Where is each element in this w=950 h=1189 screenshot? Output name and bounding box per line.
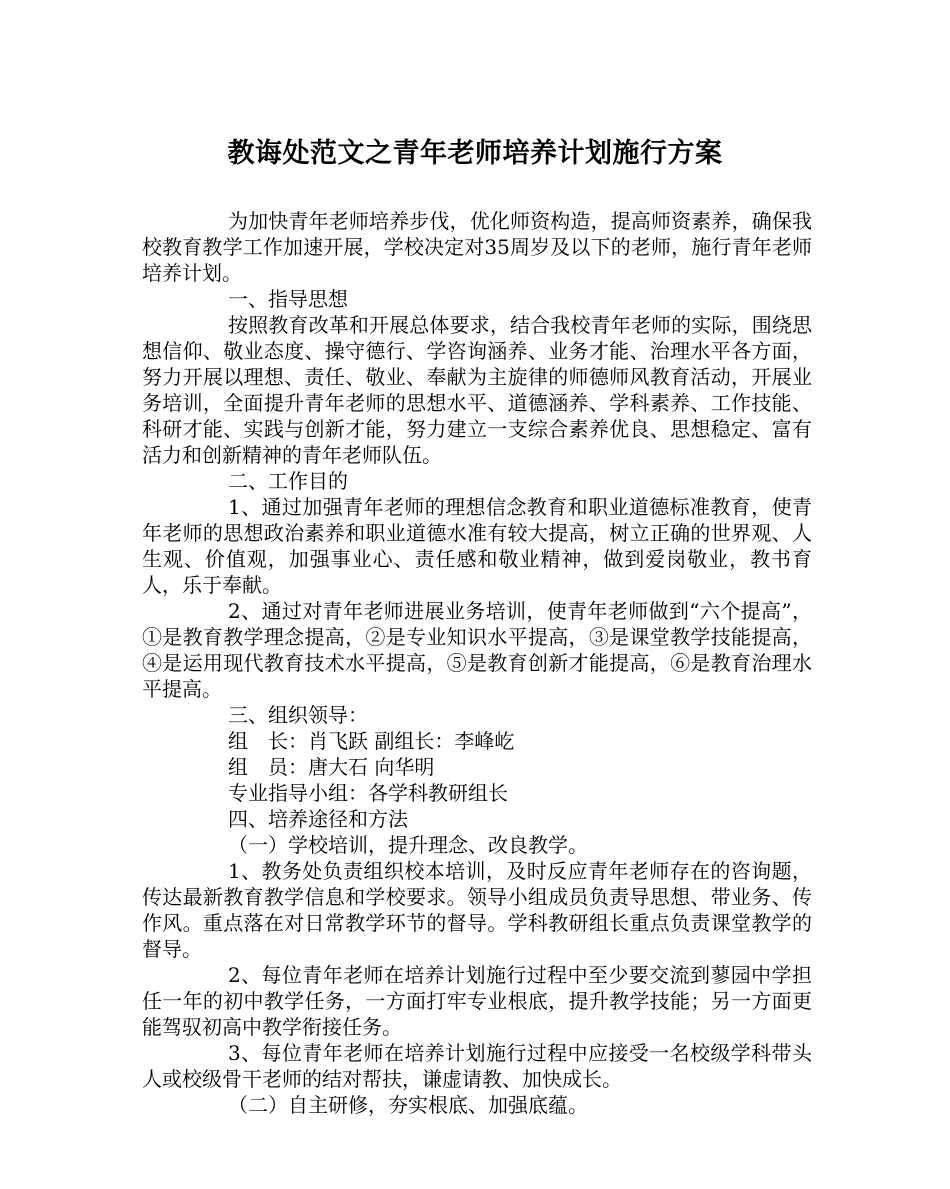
paragraph-goal-1: 1、通过加强青年老师的理想信念教育和职业道德标准教育，使青年老师的思想政治素养和职业道德水准有较大提高，树立正确的世界观、人生观、价值观，加强事业心、责任感和敬业精神，做到爱岗敬业，教书育人，乐于奉献。 — [142, 495, 812, 597]
paragraph-group-members: 组 员：唐大石 向华明 — [228, 755, 435, 779]
paragraph-method-1: 1、教务处负责组织校本培训，及时反应青年老师存在的咨询题，传达最新教育教学信息和学校要求。领导小组成员负责导思想、带业务、传作风。重点落在对日常教学环节的督导。学科教研组长重点负责课堂教学的督导。 — [142, 859, 812, 961]
heading-methods: 四、培养途径和方法 — [228, 807, 408, 831]
paragraph-guidance-team: 专业指导小组：各学科教研组长 — [228, 781, 508, 805]
paragraph-method-3: 3、每位青年老师在培养计划施行过程中应接受一名校级学科带头人或校级骨干老师的结对帮扶，谦虚请教、加快成长。 — [142, 1041, 812, 1091]
paragraph-intro: 为加快青年老师培养步伐，优化师资构造，提高师资素养，确保我校教育教学工作加速开展，学校决定对35周岁及以下的老师，施行青年老师培养计划。 — [142, 209, 812, 285]
heading-guiding-thought: 一、指导思想 — [228, 287, 348, 311]
paragraph-goal-2: 2、通过对青年老师进展业务培训，使青年老师做到“六个提高”，①是教育教学理念提高，②是专业知识水平提高，③是课堂教学技能提高，④是运用现代教育技术水平提高，⑤是教育创新才能提高，⑥是教育治理水平提高。 — [142, 599, 812, 701]
paragraph-group-leader: 组 长：肖飞跃 副组长：李峰屹 — [228, 729, 515, 753]
document-body — [142, 208, 812, 1118]
document-title: 教诲处范文之青年老师培养计划施行方案 — [227, 138, 723, 169]
subheading-self-study: （二）自主研修，夯实根底、加强底蕴。 — [228, 1093, 588, 1117]
paragraph-guiding-thought: 按照教育改革和开展总体要求，结合我校青年老师的实际，围绕思想信仰、敬业态度、操守德行、学咨询涵养、业务才能、治理水平各方面，努力开展以理想、责任、敬业、奉献为主旋律的师德师风教育活动，开展业务培训，全面提升青年老师的思想水平、道德涵养、学科素养、工作技能、科研才能、实践与创新才能，努力建立一支综合素养优良、思想稳定、富有活力和创新精神的青年老师队伍。 — [142, 313, 812, 467]
subheading-school-training: （一）学校培训，提升理念、改良教学。 — [228, 833, 588, 857]
heading-work-goals: 二、工作目的 — [228, 469, 348, 493]
paragraph-method-2: 2、每位青年老师在培养计划施行过程中至少要交流到蓼园中学担任一年的初中教学任务，一方面打牢专业根底，提升教学技能；另一方面更能驾驭初高中教学衔接任务。 — [142, 963, 812, 1039]
heading-organization: 三、组织领导： — [228, 703, 368, 727]
